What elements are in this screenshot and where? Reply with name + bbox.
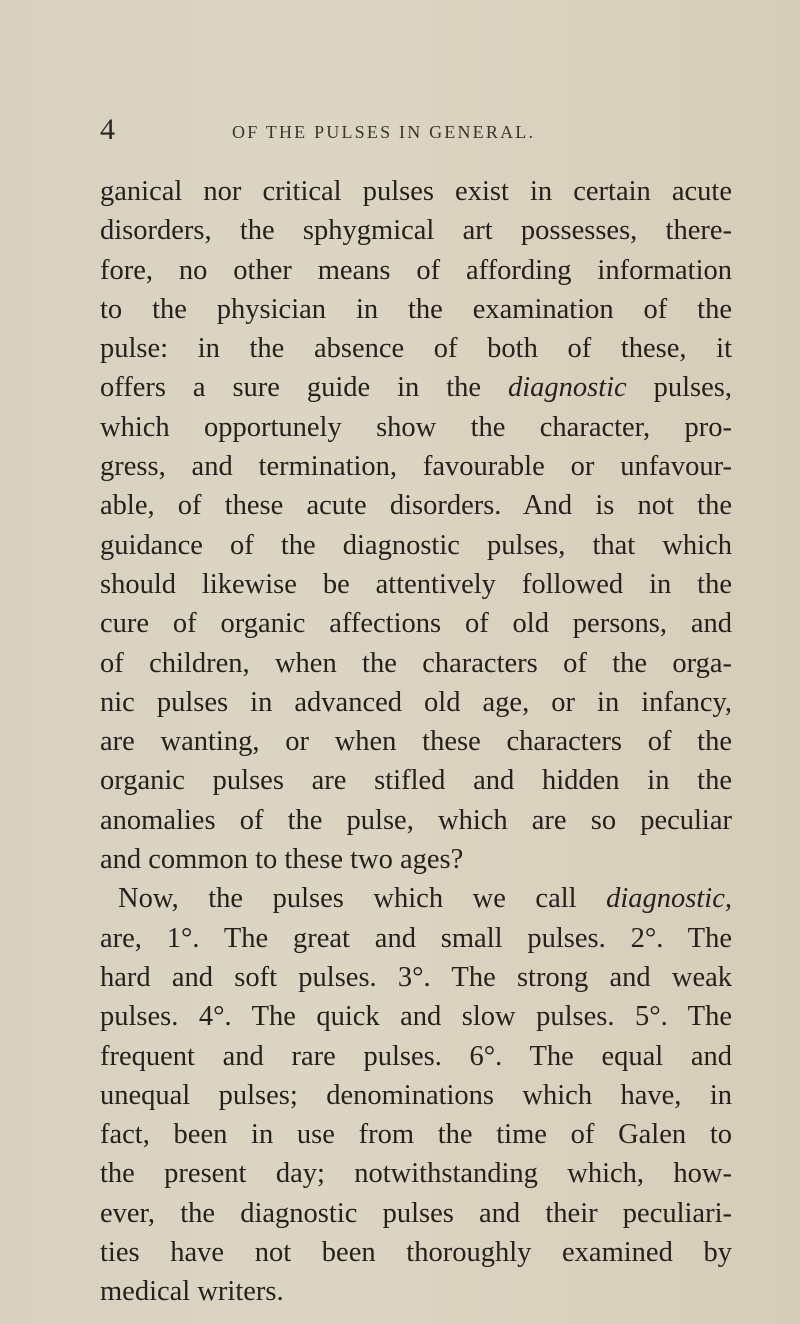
text-line: ganical nor critical pulses exist in certain acute <box>100 176 732 207</box>
text-line: pulses. 4°. The quick and slow pulses. 5°. The <box>100 1001 732 1033</box>
running-head: OF THE PULSES IN GENERAL. <box>232 122 536 142</box>
text-line: gress, and termination, favourable or unfavour- <box>100 451 732 483</box>
text-line: disorders, the sphygmical art possesses, there- <box>100 215 732 247</box>
text-line: should likewise be attentively followed in the <box>100 568 732 600</box>
text-line: nic pulses in advanced old age, or in infancy, <box>100 686 732 718</box>
text-line: pulse: in the absence of both of these, it <box>100 333 732 365</box>
text-line: the present day; notwithstanding which, how- <box>100 1158 732 1190</box>
text-run: Now, the pulses which we call <box>118 883 607 915</box>
text-line: ever, the diagnostic pulses and their peculiari- <box>100 1197 732 1229</box>
page-header <box>100 112 740 148</box>
text-line <box>100 879 732 918</box>
text-line: are wanting, or when these characters of the <box>100 726 732 758</box>
text-line: anomalies of the pulse, which are so peculiar <box>100 804 732 836</box>
text-line: guidance of the diagnostic pulses, that which <box>100 529 732 561</box>
text-line: of children, when the characters of the orga- <box>100 647 732 679</box>
text-run: pulses, <box>626 372 733 404</box>
text-line: able, of these acute disorders. And is not the <box>100 490 732 522</box>
text-line: medical writers. <box>100 1276 284 1308</box>
text-line: unequal pulses; denominations which have, in <box>100 1079 732 1111</box>
text-line: fore, no other means of affording information <box>100 254 732 286</box>
text-line: to the physician in the examination of the <box>100 293 732 325</box>
text-line: hard and soft pulses. 3°. The strong and weak <box>100 961 732 993</box>
text-line: fact, been in use from the time of Galen to <box>100 1119 732 1151</box>
italic-term: diagnostic, <box>606 883 732 915</box>
text-line <box>100 368 732 407</box>
body-text <box>100 172 732 1312</box>
text-line: which opportunely show the character, pro- <box>100 411 732 443</box>
text-line: frequent and rare pulses. 6°. The equal and <box>100 1040 732 1072</box>
text-run: offers a sure guide in the <box>100 372 508 404</box>
text-line: are, 1°. The great and small pulses. 2°. The <box>100 922 732 954</box>
page-number: 4 <box>100 113 115 146</box>
text-line: organic pulses are stifled and hidden in the <box>100 765 732 797</box>
text-line: ties have not been thoroughly examined by <box>100 1237 732 1269</box>
italic-term: diagnostic <box>507 372 627 404</box>
text-line: and common to these two ages? <box>100 844 464 876</box>
text-line: cure of organic affections of old persons, and <box>100 608 732 640</box>
